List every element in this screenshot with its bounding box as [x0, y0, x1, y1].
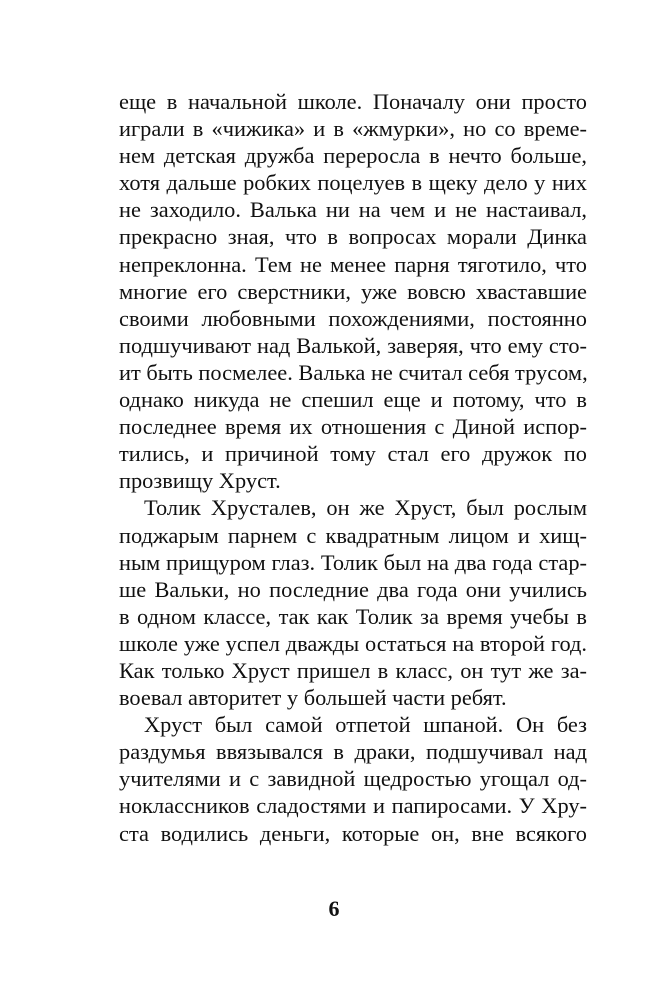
- page-number: 6: [328, 896, 340, 921]
- paragraph-3: [119, 711, 587, 846]
- text-line: не заходило. Валька ни на чем и не настаивал,: [119, 197, 587, 223]
- text-line: в одном классе, так как Толик за время учебы в: [119, 603, 587, 629]
- text-line: последнее время их отношения с Диной испор-: [119, 414, 587, 440]
- text-line: воевал авторитет у большей части ребят.: [119, 685, 507, 711]
- text-line: хотя дальше робких поцелуев в щеку дело у них: [119, 170, 587, 196]
- text-line: своими любовными похождениями, постоянно: [119, 305, 587, 331]
- text-line: нем детская дружба переросла в нечто больше,: [119, 143, 587, 169]
- paragraph-1: [119, 88, 587, 494]
- text-line: раздумья ввязывался в драки, подшучивал над: [119, 739, 587, 765]
- text-line: Как только Хруст пришел в класс, он тут же за-: [119, 657, 587, 683]
- text-line: однако никуда не спешил еще и потому, что в: [119, 387, 587, 413]
- text-line: многие его сверстники, уже вовсю хваставшие: [119, 278, 587, 304]
- text-line: поджарым парнем с квадратным лицом и хищ-: [119, 522, 587, 548]
- text-line: ста водились деньги, которые он, вне всякого: [119, 820, 587, 846]
- text-line: прекрасно зная, что в вопросах морали Динка: [119, 224, 587, 250]
- text-line: ит быть посмелее. Валька не считал себя трусом,: [119, 359, 588, 385]
- text-line: еще в начальной школе. Поначалу они просто: [119, 89, 587, 114]
- text-line: ше Вальки, но последние два года они учились: [119, 576, 587, 602]
- text-line: школе уже успел дважды остаться на второй год.: [119, 630, 587, 656]
- text-line: ным прищуром глаз. Толик был на два года стар-: [119, 549, 587, 575]
- text-line: Хруст был самой отпетой шпаной. Он без: [144, 712, 587, 738]
- text-line: Толик Хрусталев, он же Хруст, был рослым: [144, 495, 587, 521]
- text-line: играли в «чижика» и в «жмурки», но со време-: [119, 116, 587, 142]
- text-line: подшучивают над Валькой, заверяя, что ему сто-: [119, 332, 587, 358]
- paragraph-2: [119, 494, 587, 711]
- text-line: прозвищу Хруст.: [119, 468, 281, 494]
- text-line: непреклонна. Тем не менее парня тяготило, что: [119, 251, 587, 277]
- text-line: ноклассников сладостями и папиросами. У Хру-: [119, 793, 587, 819]
- text-line: учителями и с завидной щедростью угощал од-: [119, 766, 587, 792]
- body-text: [119, 88, 587, 847]
- text-line: тились, и причиной тому стал его дружок по: [119, 441, 587, 467]
